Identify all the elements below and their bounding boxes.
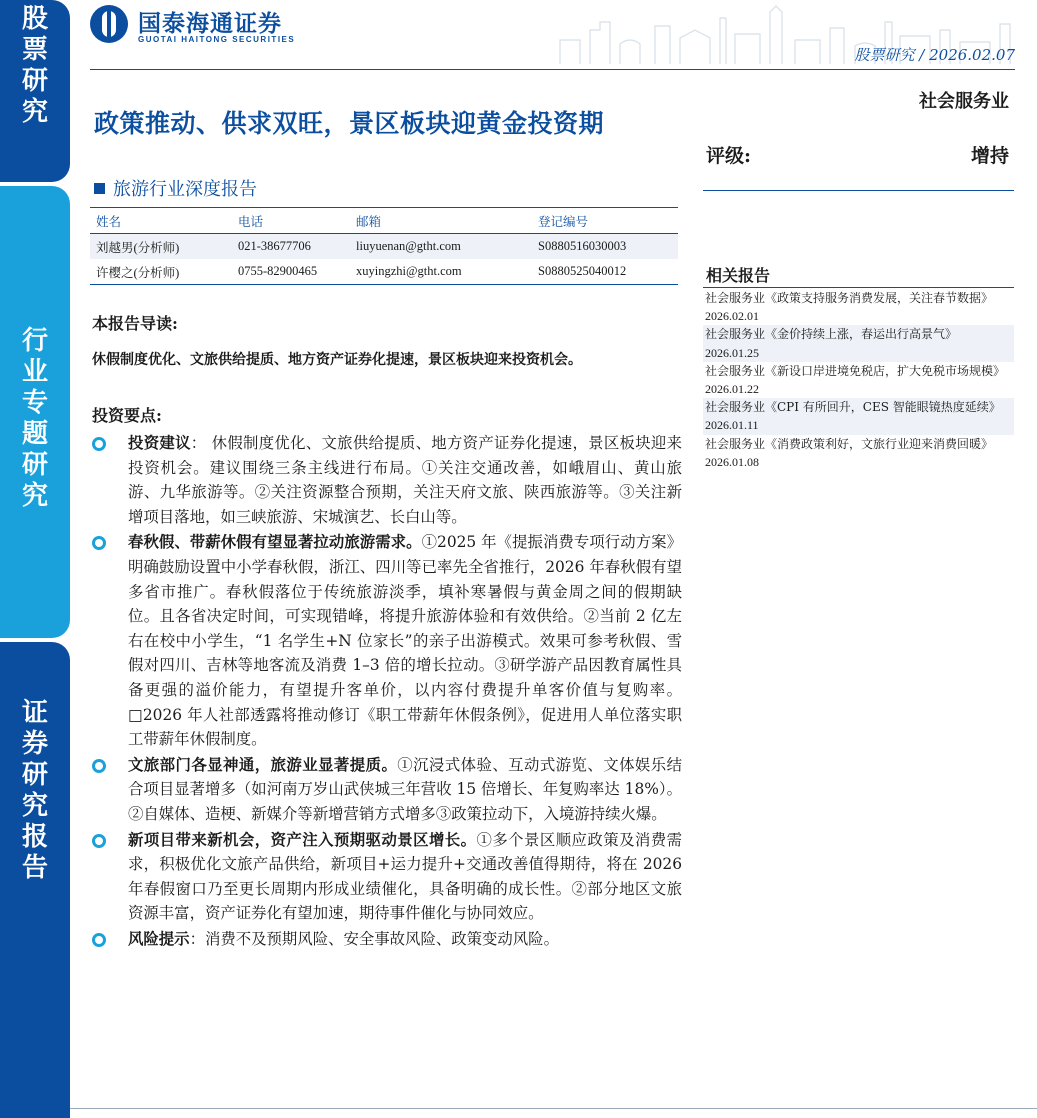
key-points-heading: 投资要点:	[92, 406, 162, 425]
circle-bullet-icon	[92, 834, 106, 848]
related-report-title[interactable]: 社会服务业《消费政策利好，文旅行业迎来消费回暖》	[705, 436, 994, 451]
sidebar-char: 专	[21, 388, 48, 418]
related-report-date: 2026.01.11	[705, 418, 759, 433]
related-report-link[interactable]	[703, 435, 1014, 471]
list-item	[90, 431, 682, 529]
sidebar-char: 究	[21, 791, 48, 821]
analyst-table-header	[90, 208, 678, 234]
point-lead: 文旅部门各显神通，旅游业显著提质。	[128, 755, 398, 774]
sidebar-char: 报	[21, 822, 48, 852]
list-item	[90, 753, 682, 827]
square-bullet-icon	[94, 183, 105, 194]
related-report-date: 2026.01.25	[705, 345, 759, 360]
header-name: 姓名	[90, 208, 232, 234]
sidebar-char: 票	[21, 35, 48, 65]
header-email: 邮箱	[350, 208, 532, 234]
sidebar-char: 研	[21, 450, 48, 480]
analyst-phone: 021-38677706	[232, 234, 350, 260]
header-reg-no: 登记编号	[532, 208, 678, 234]
sidebar-char: 究	[21, 97, 48, 127]
analyst-phone: 0755-82900465	[232, 259, 350, 285]
circle-bullet-icon	[92, 536, 106, 550]
related-reports-list	[703, 289, 1014, 471]
header-divider	[90, 69, 1015, 70]
related-reports-divider	[703, 287, 1014, 288]
analyst-reg-no: S0880516030003	[532, 234, 678, 260]
list-item	[90, 828, 682, 926]
header-phone: 电话	[232, 208, 350, 234]
table-row	[90, 259, 678, 285]
rating-label: 评级:	[706, 145, 752, 167]
related-report-link[interactable]	[703, 362, 1014, 398]
point-text: ①多个景区顺应政策及消费需求，积极优化文旅产品供给，新项目+运力提升+交通改善值得期待，将在 2026 年春假窗口乃至更长周期内形成业绩催化，具备明确的成长性。②部分地区文旅资源丰富，资产证券化有望加速，期待事件催化与协同效应。	[128, 830, 682, 923]
related-report-title[interactable]: 社会服务业《金价持续上涨，春运出行高景气》	[705, 327, 958, 342]
point-lead: 风险提示	[128, 929, 190, 948]
left-sidebar	[0, 0, 70, 1118]
sidebar-char: 告	[21, 853, 48, 883]
analyst-email[interactable]: liuyuenan@gtht.com	[350, 234, 532, 260]
point-text: ①2025 年《提振消费专项行动方案》明确鼓励设置中小学春秋假，浙江、四川等已率先全省推行，2026 年春秋假有望多省市推广。春秋假落位于传统旅游淡季，填补寒暑假与黄金周之间的假期缺位。且各省决定时间，可实现错峰，将提升旅游体验和有效供给。②当前 2 亿左右在校中小学生，“1 名学生+N 位家长”的亲子出游模式。效果可参考秋假、雪假对四川、吉林等地客流及消费 1–3 倍的增长拉动。③研学游产品因教育属性具备更强的溢价能力，有望提升客单价，以内容付费提升单客价值与复购率。□2026 年人社部透露将推动修订《职工带薪年休假条例》，促进用人单位落实职工带薪年休假制度。	[128, 533, 682, 749]
sidebar-char: 券	[21, 729, 48, 759]
related-report-date: 2026.01.08	[705, 454, 759, 469]
related-report-link[interactable]	[703, 398, 1014, 434]
analyst-reg-no: S0880525040012	[532, 259, 678, 285]
table-row	[90, 234, 678, 260]
analyst-name: 刘越男(分析师)	[90, 234, 232, 260]
sidebar-char: 研	[21, 760, 48, 790]
list-item	[90, 927, 682, 952]
point-lead: 投资建议	[128, 434, 191, 452]
point-text: ①沉浸式体验、互动式游览、文体娱乐结合项目显著增多（如河南万岁山武侠城三年营收 15 倍增长、年复购率达 18%）。②自媒体、造梗、新媒介等新增营销方式增多③政策拉动下，入境游持续火爆。	[128, 755, 682, 823]
circle-bullet-icon	[92, 759, 106, 773]
guide-text: 休假制度优化、文旅供给提质、地方资产证券化提速，景区板块迎来投资机会。	[92, 352, 582, 368]
report-subtitle	[94, 175, 257, 201]
related-report-link[interactable]	[703, 289, 1014, 325]
report-type-date: 股票研究 / 2026.02.07	[854, 46, 1015, 64]
sidebar-tag-industry-research	[0, 186, 70, 638]
related-report-date: 2026.02.01	[705, 309, 759, 324]
point-text: ： 休假制度优化、文旅供给提质、地方资产证券化提速，景区板块迎来投资机会。建议围绕三条主线进行布局。①关注交通改善，如峨眉山、黄山旅游、九华旅游等。②关注资源整合预期，关注天府文旅、陕西旅游等。③关注新增项目落地，如三峡旅游、宋城演艺、长白山等。	[128, 434, 682, 526]
list-item	[90, 530, 682, 751]
sidebar-tag-stock-research	[0, 0, 70, 182]
report-title: 政策推动、供求双旺，景区板块迎黄金投资期	[94, 109, 605, 138]
point-lead: 新项目带来新机会，资产注入预期驱动景区增长。	[128, 830, 477, 849]
related-report-title[interactable]: 社会服务业《CPI 有所回升，CES 智能眼镜热度延续》	[705, 400, 1001, 415]
sidebar-tag-securities-report	[0, 642, 70, 1118]
footer-divider	[70, 1108, 1037, 1109]
logo-mark-icon	[90, 5, 128, 43]
industry-name: 社会服务业	[919, 91, 1009, 112]
sidebar-char: 证	[21, 698, 48, 728]
related-report-title[interactable]: 社会服务业《新设口岸进境免税店，扩大免税市场规模》	[705, 363, 1006, 378]
related-report-date: 2026.01.22	[705, 382, 759, 397]
related-reports-heading: 相关报告	[706, 266, 771, 285]
circle-bullet-icon	[92, 933, 106, 947]
guide-heading: 本报告导读:	[92, 314, 178, 333]
rating-divider	[703, 190, 1014, 191]
circle-bullet-icon	[92, 437, 106, 451]
analyst-name: 许樱之(分析师)	[90, 259, 232, 285]
point-text: ：消费不及预期风险、安全事故风险、政策变动风险。	[189, 929, 559, 948]
key-points-list	[90, 431, 682, 952]
sidebar-char: 研	[21, 66, 48, 96]
analyst-table	[90, 207, 678, 285]
sidebar-char: 业	[21, 357, 48, 387]
related-report-title[interactable]: 社会服务业《政策支持服务消费发展，关注春节数据》	[705, 291, 994, 305]
sidebar-char: 题	[21, 419, 48, 449]
related-report-link[interactable]	[703, 325, 1014, 361]
analyst-email[interactable]: xuyingzhi@gtht.com	[350, 259, 532, 285]
sidebar-char: 行	[21, 326, 48, 356]
report-subtitle-text: 旅游行业深度报告	[113, 179, 257, 200]
point-lead: 春秋假、带薪休假有望显著拉动旅游需求。	[128, 533, 422, 552]
logo-name-en: GUOTAI HAITONG SECURITIES	[138, 35, 296, 44]
logo-name-cn: 国泰海通证券	[138, 11, 282, 37]
sidebar-char: 股	[21, 4, 48, 34]
sidebar-char: 究	[21, 481, 48, 511]
rating-value: 增持	[970, 145, 1009, 167]
